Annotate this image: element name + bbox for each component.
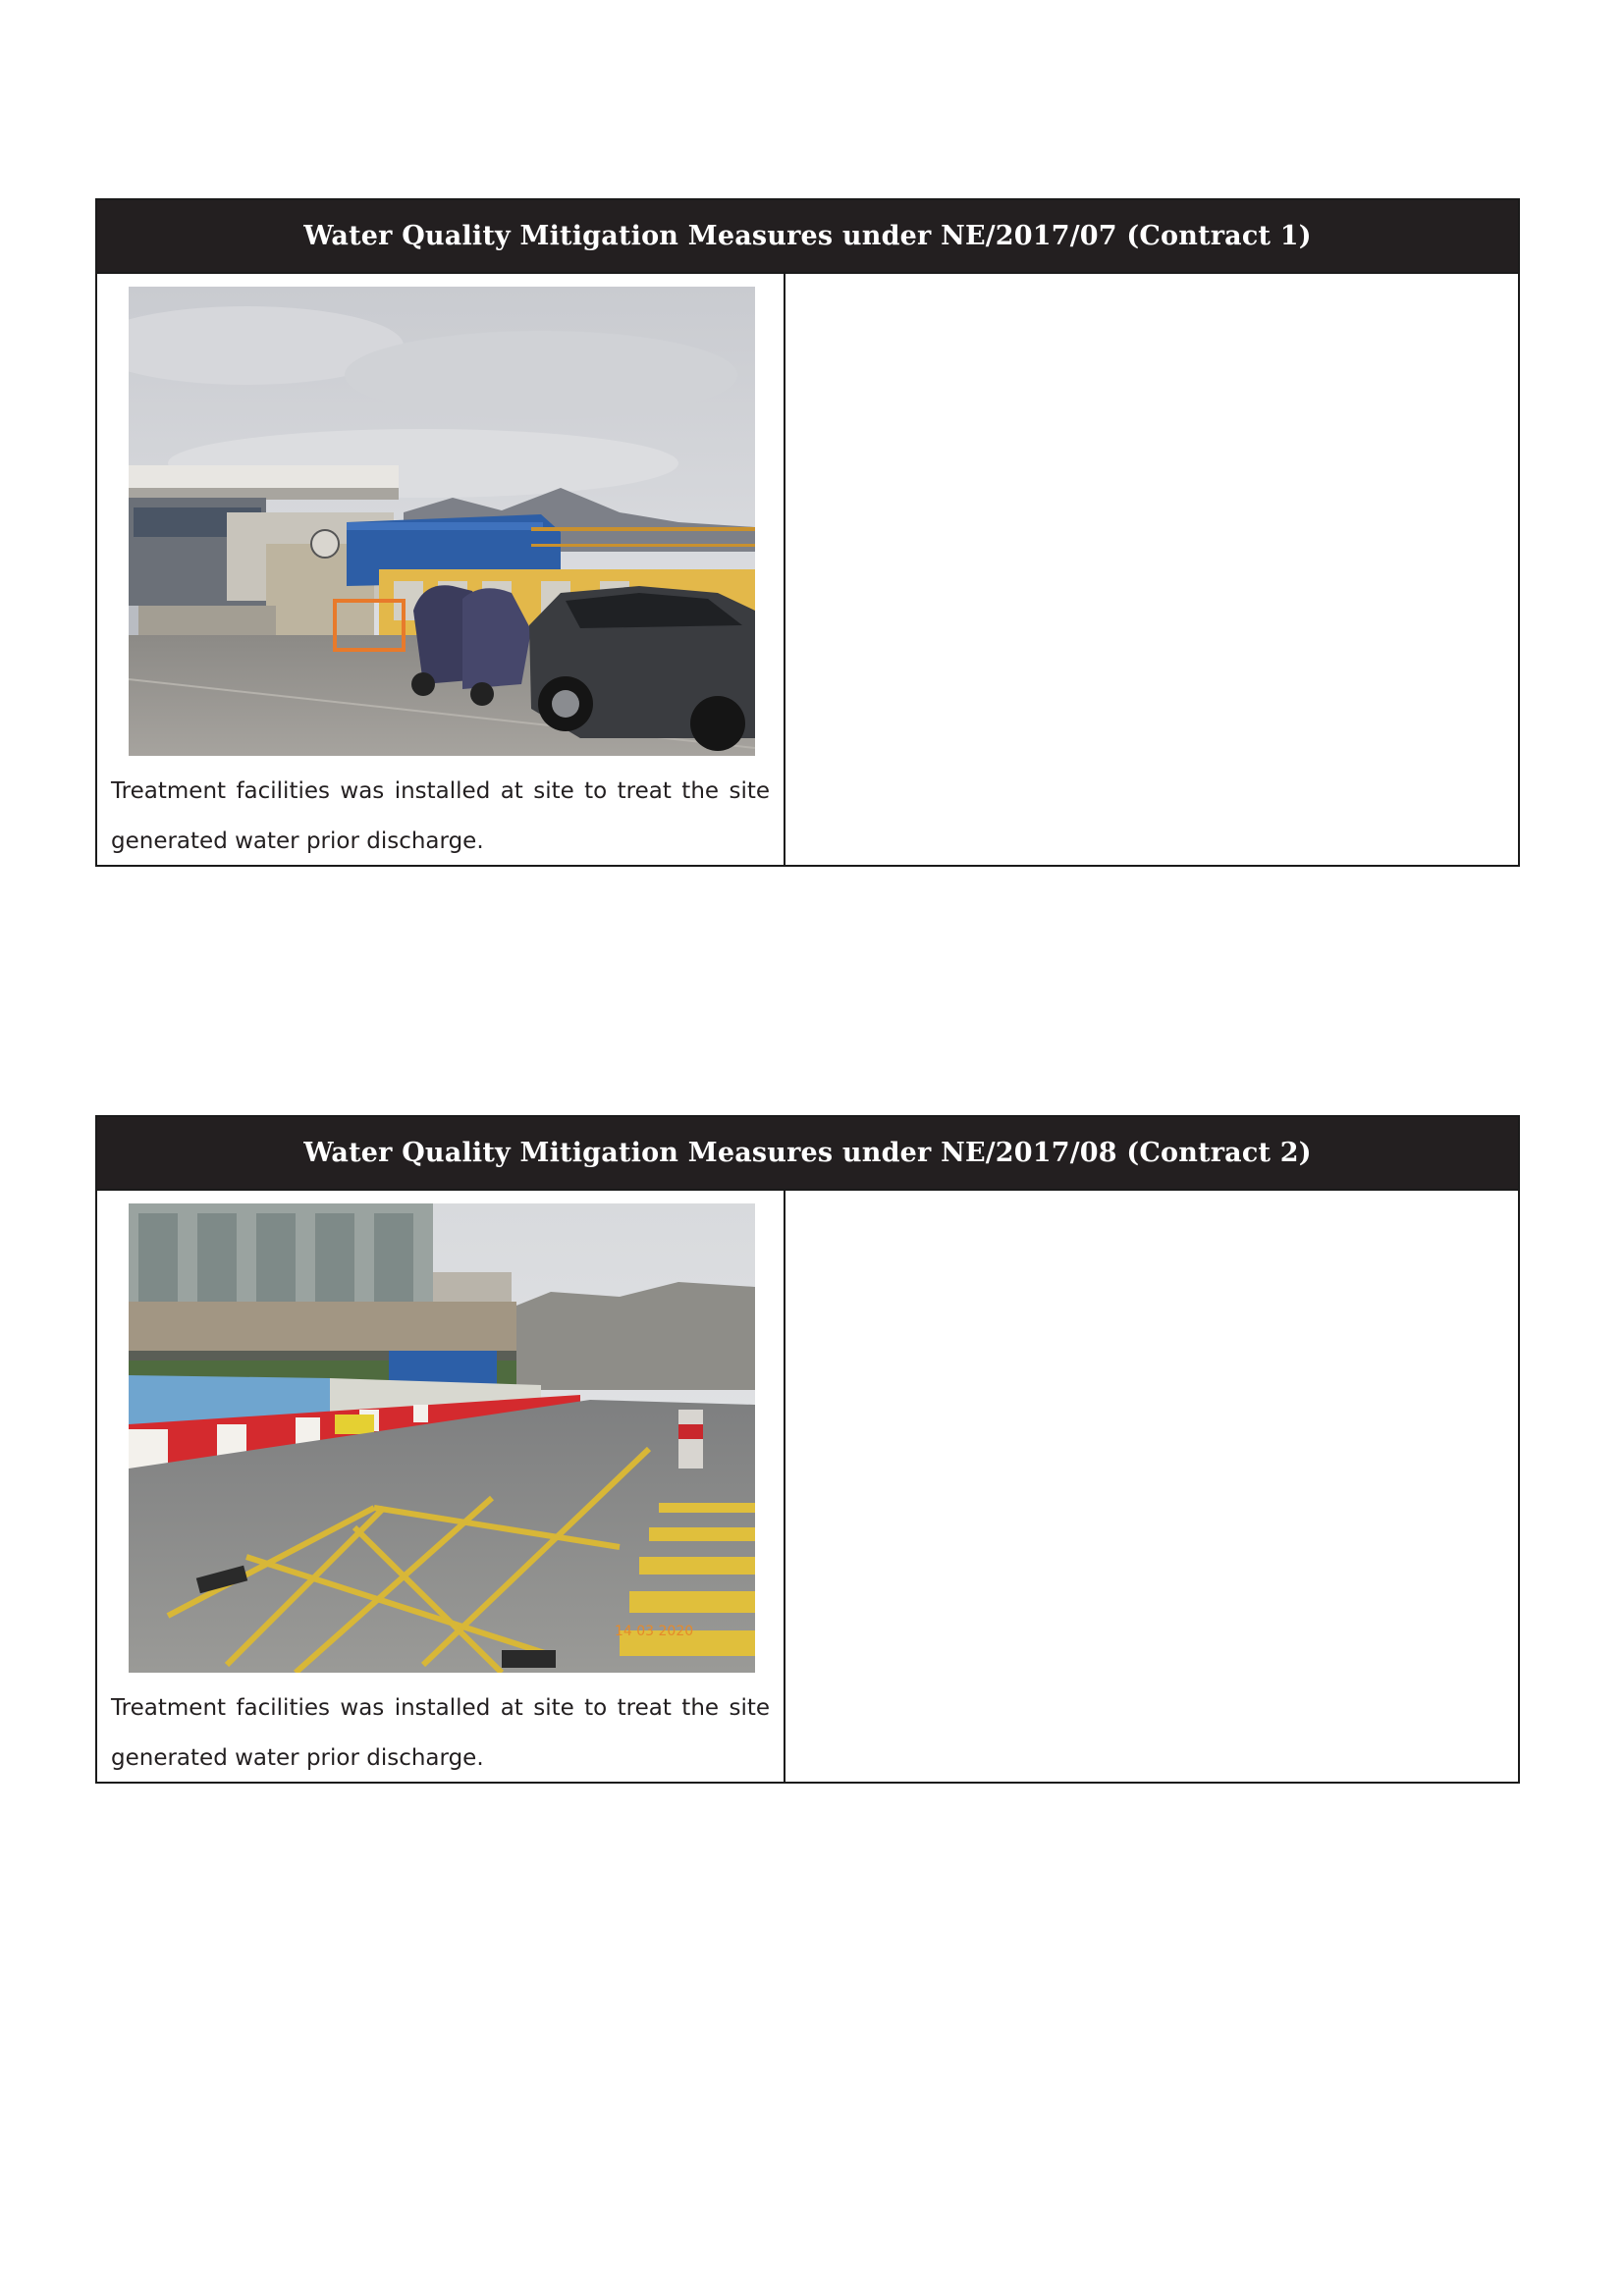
svg-text:14 03 2020: 14 03 2020 bbox=[615, 1624, 694, 1639]
site-photo-treatment-facility bbox=[129, 287, 755, 756]
panel-title: Water Quality Mitigation Measures under NE/2017/08 (Contract 2) bbox=[97, 1117, 1518, 1191]
photo-cell bbox=[97, 1191, 785, 1782]
empty-cell bbox=[785, 1191, 1518, 1782]
photo-cell bbox=[97, 274, 785, 865]
photo-caption: Treatment facilities was installed at site to treat the site generated water prior discharge. bbox=[111, 778, 770, 854]
panel-title: Water Quality Mitigation Measures under NE/2017/07 (Contract 1) bbox=[97, 200, 1518, 274]
mitigation-panel-contract-2 bbox=[95, 1115, 1520, 1784]
photo-caption: Treatment facilities was installed at site to treat the site generated water prior discharge. bbox=[111, 1695, 770, 1771]
mitigation-panel-contract-1 bbox=[95, 198, 1520, 867]
panel-body bbox=[97, 274, 1518, 865]
site-photo-road-works bbox=[129, 1203, 755, 1673]
panel-body bbox=[97, 1191, 1518, 1782]
empty-cell bbox=[785, 274, 1518, 865]
